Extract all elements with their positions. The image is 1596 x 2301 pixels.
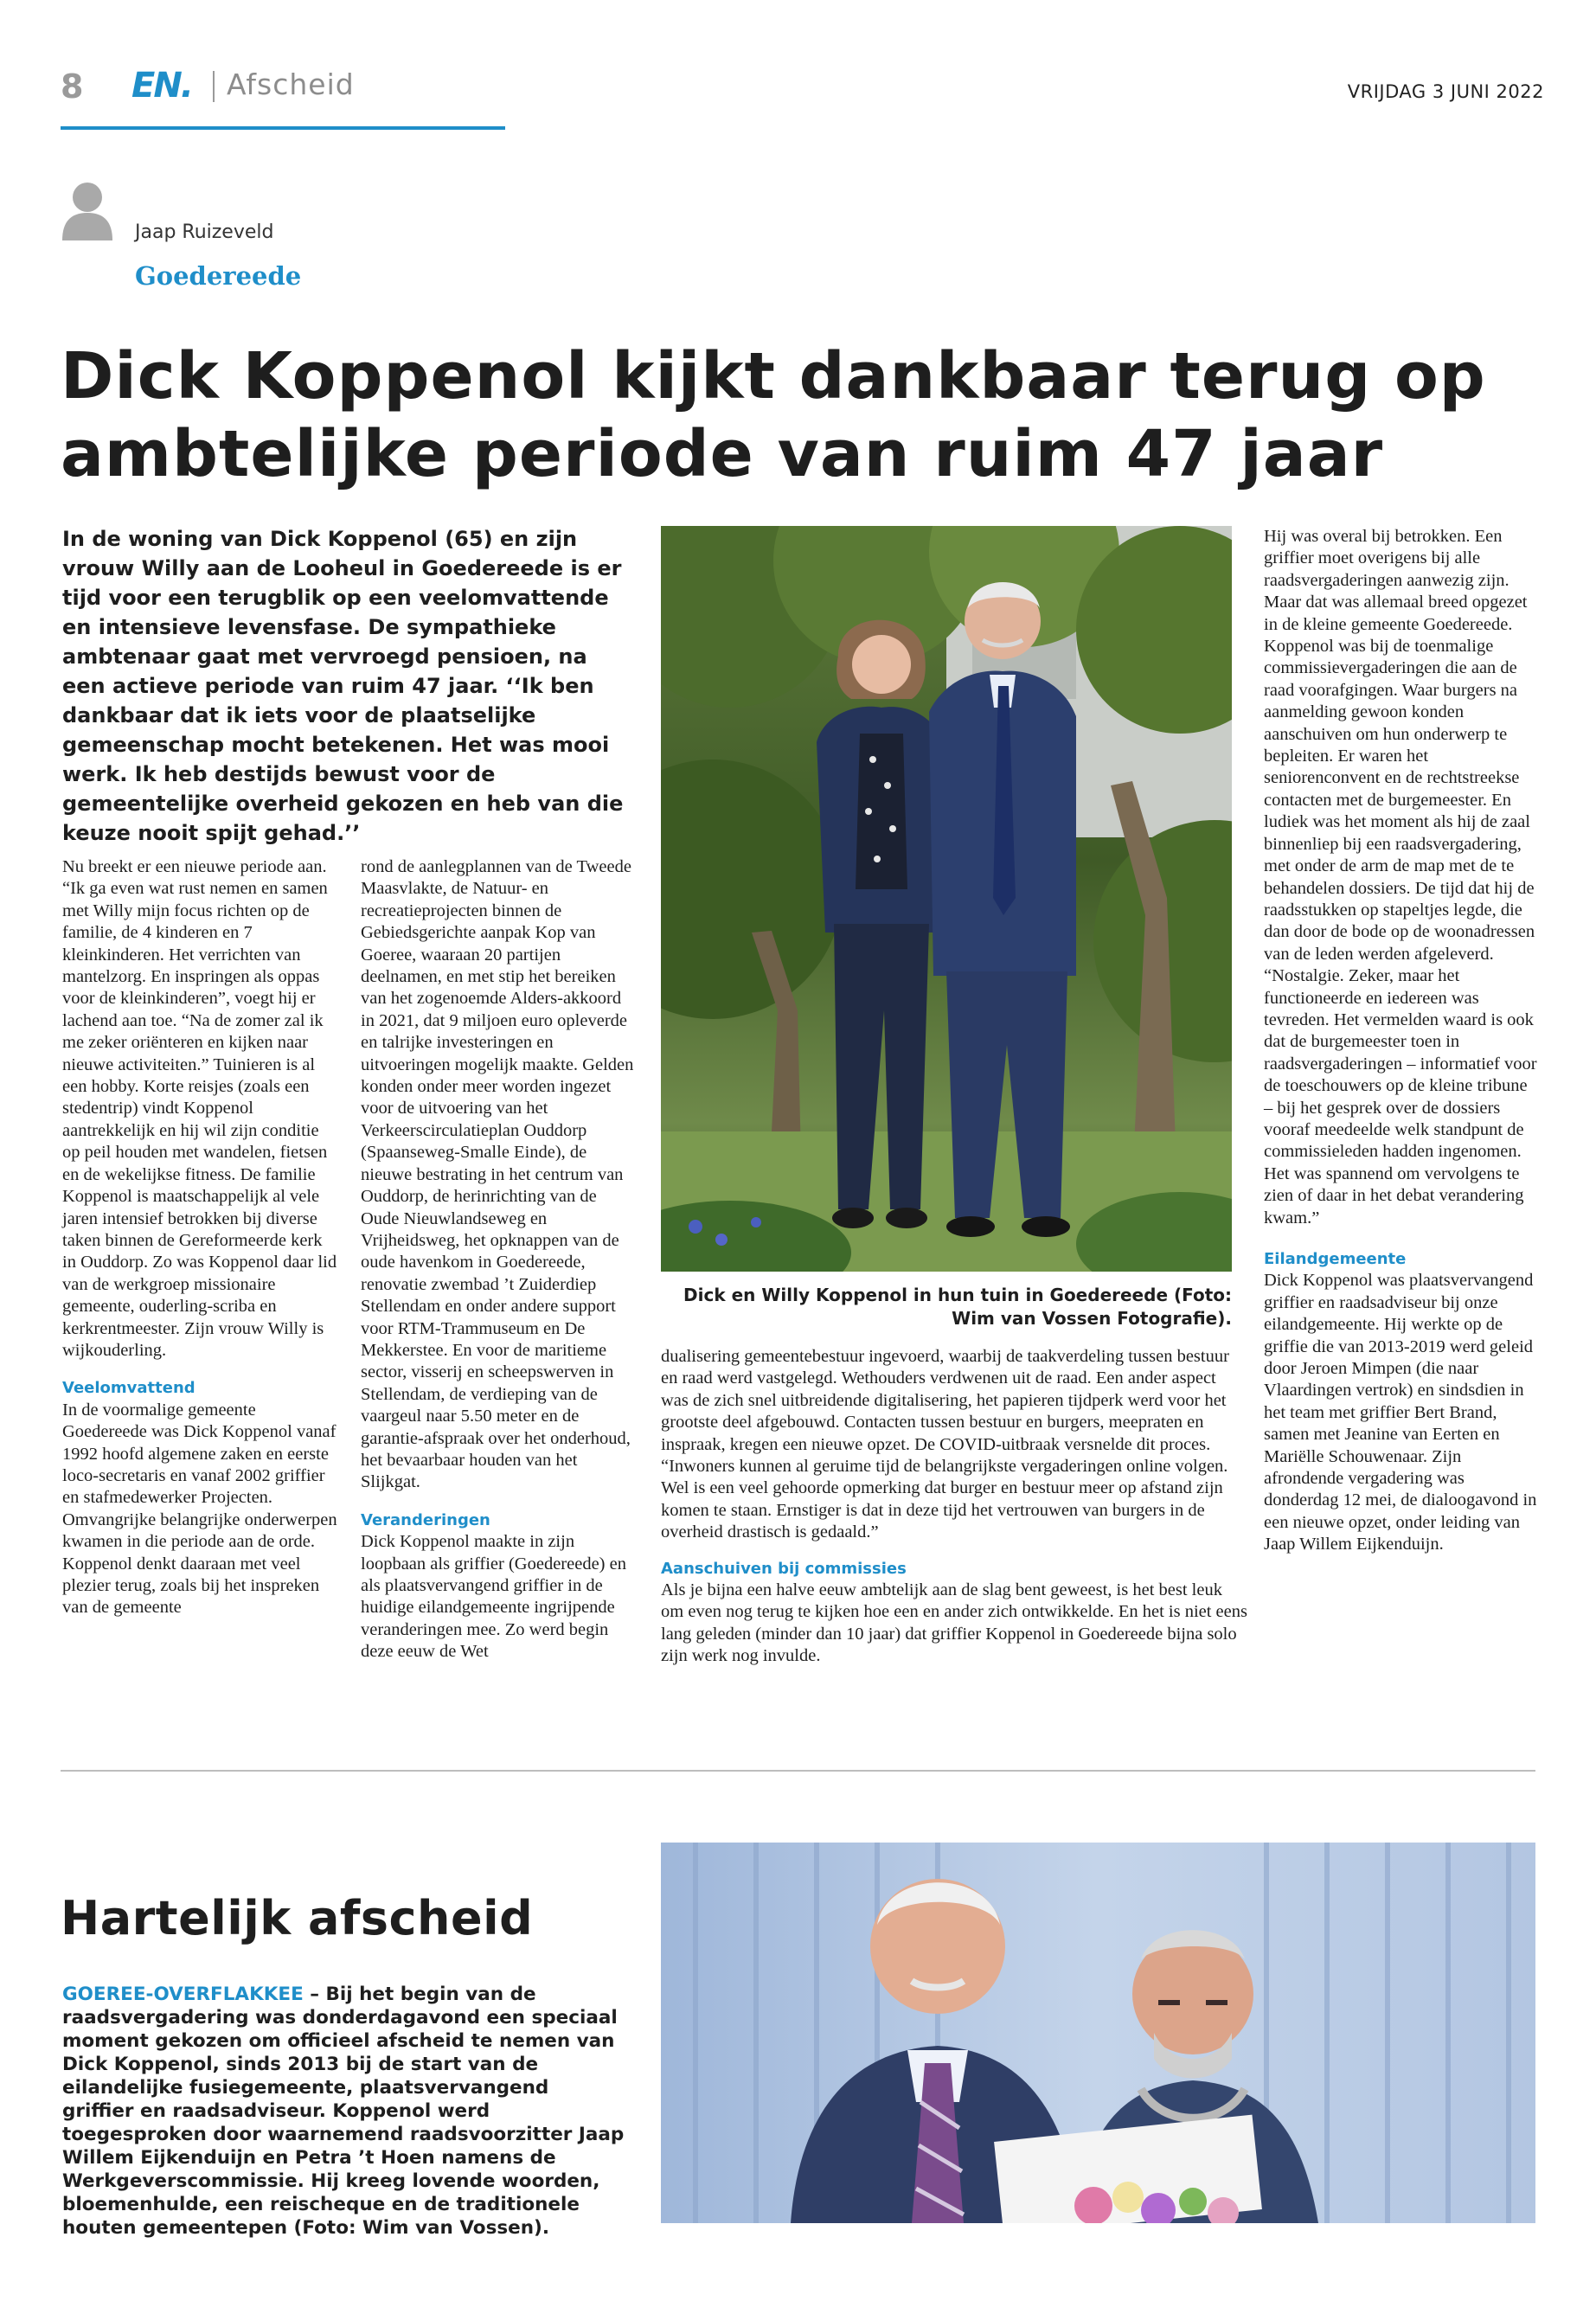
- brief-headline: Hartelijk afscheid: [61, 1891, 534, 1945]
- author-avatar-icon: [61, 180, 114, 240]
- subheading: Eilandgemeente: [1264, 1250, 1407, 1268]
- subheading: Aanschuiven bij commissies: [661, 1559, 907, 1578]
- paragraph: Dick Koppenol maakte in zijn loopbaan als griffier (Goedereede) en als plaatsvervangend griffier in de huidige eilandgemeente ingrijpende veranderingen mee. Zo werd begin deze eeuw de Wet: [361, 1532, 626, 1662]
- article-column-4: [1264, 526, 1539, 1556]
- photo-farewell-ceremony: [661, 1843, 1535, 2223]
- paragraph: Hij was overal bij betrokken. Een griffier moet overigens bij alle raadsvergaderingen aanwezig zijn. Maar dat was allemaal breed opgezet in de kleine gemeente Goedereede. Koppenol was bij de toenmalige commissievergaderingen die aan de raad voorafgingen. Waar burgers na aanmelding gewoon konden aanschuiven om hun onderwerp te bepleiten. Er waren het seniorenconvent en de rechtstreekse contacten met de burgemeester. En ludiek was het moment als hij de zaal binnenliep bij een raadsvergadering, met onder de arm de map met de te behandelen dossiers. De tijd dat hij de raadsstukken op stapeltjes legde, die dan door de bode op de woonadressen van de leden werden afgeleverd. “Nostalgie. Zeker, maar het functioneerde en iedereen was tevreden. Het vermelden waard is ook dat de burgemeester toen in raadsvergaderingen – informatief voor de toeschouwers op de kleine tribune – bij het gesprek over de dossiers vooraf meedeelde welk standpunt de commissieleden hadden ingenomen. Het was spannend om vervolgens te zien of daar in het debat verandering kwam.”: [1264, 527, 1537, 1227]
- paragraph: rond de aanlegplannen van de Tweede Maasvlakte, de Natuur- en recreatieprojecten binnen de Gebiedsgerichte aanpak Kop van Goeree, waaraan 20 partijen deelnamen, en met stip het bereiken van het zogenoemde Alders-akkoord in 2021, dat 9 miljoen euro opleverde en talrijke investeringen en uitvoeringen mogelijk maakte. Gelden konden onder meer worden ingezet voor de uitvoering van het Verkeerscirculatieplan Ouddorp (Spaanseweg-Smalle Einde), de nieuwe bestrating in het centrum van Ouddorp, de herinrichting van de Oude Nieuwlandseweg en Vrijheidsweg, het opknappen van de oude havenkom in Goedereede, renovatie zwembad ’t Zuiderdiep Stellendam en onder andere support voor RTM-Trammuseum en De Mekkerstee. En voor de maritieme sector, visserij en scheepswerven in Stellendam, de verdieping van de vaargeul naar 5.50 meter en de garantie-afspraak over het onderhoud, het bevaarbaar houden van het Slijkgat.: [361, 857, 634, 1492]
- photo-couple-in-garden: [661, 526, 1232, 1272]
- paragraph: Dick Koppenol was plaatsvervangend griffier en raadsadviseur bij onze eilandgemeente. Hij werkte op de griffie die van 2013-2019 werd geleid door Jeroen Mimpen (die naar Vlaardingen vertrok) en sindsdien in het team met griffier Bert Brand, samen met Jeanine van Eerten en Mariëlle Schouwenaar. Zijn afrondende vergadering was donderdag 12 mei, de dialoogavond in een nieuwe opzet, onder leiding van Jaap Willem Eijkenduijn.: [1264, 1271, 1537, 1554]
- photo-caption: Dick en Willy Koppenol in hun tuin in Goedereede (Foto: Wim van Vossen Fotografie).: [683, 1285, 1232, 1329]
- issue-date: VRIJDAG 3 JUNI 2022: [1347, 81, 1544, 102]
- header-separator: [213, 71, 215, 102]
- article-headline: Dick Koppenol kijkt dankbaar terug op ambtelijke periode van ruim 47 jaar: [61, 339, 1486, 491]
- brief-text: [62, 1983, 625, 2240]
- newspaper-logo: EN.: [131, 66, 192, 106]
- paragraph: dualisering gemeentebestuur ingevoerd, waarbij de taakverdeling tussen bestuur en raad werd vastgelegd. Wethouders verdwenen uit de raad. Een ander aspect was de zich snel uitbreidende digitalisering, het papieren tijdperk werd voor het grootste deel afgebouwd. Contacten tussen bestuur en burgers, meepraten en inspraak, kregen een nieuwe opzet. De COVID-uitbraak versnelde dit proces. “Inwoners kunnen al geruime tijd de belangrijkste vergaderingen online volgen. Wel is een veel gehoorde opmerking dat burger en bestuur meer op afstand zijn komen te staan. Ernstiger is dat in deze tijd het vertrouwen van burgers in de overheid drastisch is gedaald.”: [661, 1347, 1229, 1542]
- paragraph: Nu breekt er een nieuwe periode aan. “Ik ga even wat rust nemen en samen met Willy mijn focus richten op de familie, de 4 kinderen en 7 kleinkinderen. Het verrichten van mantelzorg. En inspringen als oppas voor de kleinkinderen”, voegt hij er lachend aan toe. “Na de zomer zal ik me zeker oriënteren en kijken naar nieuwe activiteiten.” Tuinieren is al een hobby. Korte reisjes (zoals een stedentrip) vindt Koppenol aantrekkelijk en hij wil zijn conditie op peil houden met wandelen, fietsen en de wekelijkse fitness. De familie Koppenol is maatschappelijk al vele jaren intensief betrokken bij diverse taken binnen de Gereformeerde kerk in Ouddorp. Zo was Koppenol daar lid van de werkgroep missionaire gemeente, ouderling-scriba en kerkrentmeester. Zijn vrouw Willy is wijkouderling.: [62, 857, 337, 1360]
- page-number: 8: [61, 67, 84, 106]
- article-intro: In de woning van Dick Koppenol (65) en zijn vrouw Willy aan de Looheul in Goedereede is er tijd voor een terugblik op een veelomvattende en intensieve levensfase. De sympathieke ambtenaar gaat met vervroegd pensioen, na een actieve periode van ruim 47 jaar. ‘‘Ik ben dankbaar dat ik iets voor de plaatselijke gemeenschap mocht betekenen. Het was mooi werk. Ik heb destijds bewust voor de gemeentelijke overheid gekozen en heb van die keuze nooit spijt gehad.’’: [62, 527, 624, 845]
- article-location: Goedereede: [135, 261, 302, 291]
- article-column-2: [361, 856, 636, 1663]
- section-label: Afscheid: [227, 67, 355, 101]
- header-rule: [61, 126, 505, 130]
- paragraph: Als je bijna een halve eeuw ambtelijk aan de slag bent geweest, is het best leuk om even nog terug te kijken hoe een en ander zich ontwikkelde. En het is niet eens lang geleden (minder dan 10 jaar) dat griffier Koppenol in Goedereede bijna solo zijn werk nog invulde.: [661, 1580, 1247, 1666]
- article-column-1: [62, 856, 337, 1619]
- subheading: Veelomvattend: [62, 1379, 195, 1398]
- paragraph: In de voormalige gemeente Goedereede was Dick Koppenol vanaf 1992 hoofd algemene zaken en eerste loco-secretaris en vanaf 2002 griffier en stafmedewerker Projecten. Omvangrijke belangrijke onderwerpen kwamen in die periode aan de orde. Koppenol denkt daaraan met veel plezier terug, zoals bij het inspreken van de gemeente: [62, 1400, 337, 1618]
- brief-body: – Bij het begin van de raadsvergadering was donderdagavond een speciaal moment gekozen om officieel afscheid te nemen van Dick Koppenol, sinds 2013 bij de start van de eilandelijke fusiegemeente, plaatsvervangend griffier en raadsadviseur. Koppenol werd toegesproken door waarnemend raadsvoorzitter Jaap Willem Eijkenduijn en Petra ’t Hoen namens de Werkgeverscommissie. Hij kreeg lovende woorden, bloemenhulde, een reischeque en de traditionele houten gemeentepen (Foto: Wim van Vossen).: [62, 1984, 625, 2239]
- subheading: Veranderingen: [361, 1510, 490, 1529]
- brief-dateline: GOEREE-OVERFLAKKEE: [62, 1984, 304, 2005]
- article-column-3: [661, 1346, 1247, 1668]
- author-name: Jaap Ruizeveld: [135, 221, 274, 243]
- section-divider: [61, 1770, 1535, 1772]
